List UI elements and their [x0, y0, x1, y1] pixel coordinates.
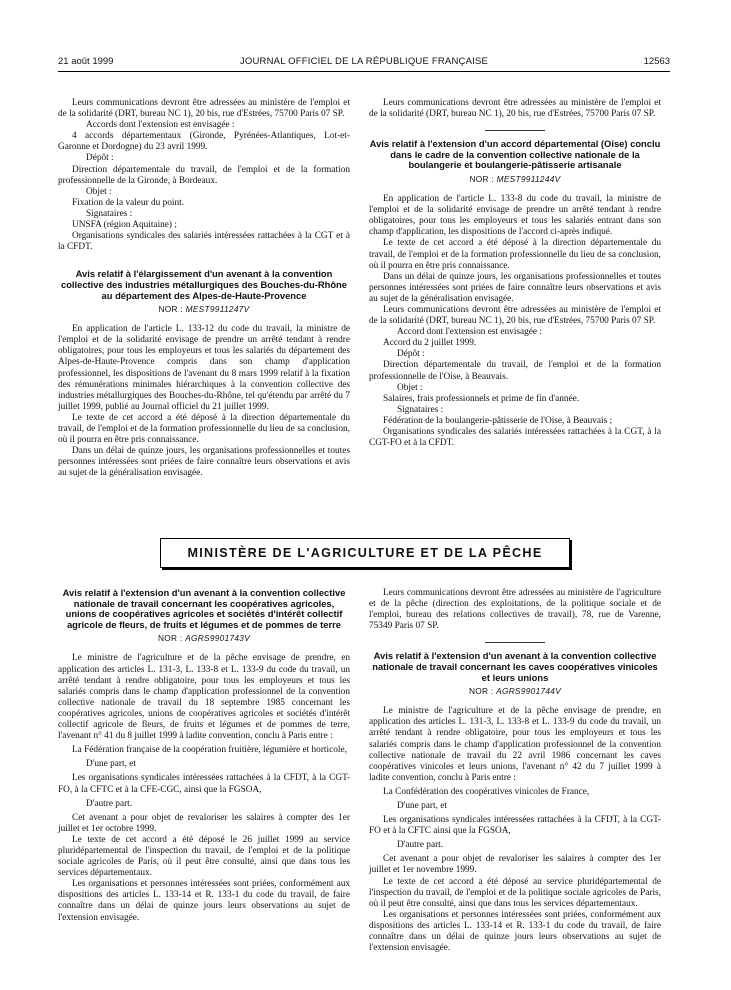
paragraph: En application de l'article L. 133-12 du code du travail, la ministre de l'emploi et de la solidarité envisage de prendre un arrêté tendant à rendre obligatoires, pour tous les employeurs et tous les salariés du département des Alpes-de-Haute-Provence compris dans son champ d'application professionnel, les dispositions de l'avenant du 8 mars 1999 relatif à la fixation des rémunérations minimales hiérarchiques à la convention collective des industries métallurgiques des Bouches-du-Rhône, tel qu'étendu par arrêté du 7 juillet 1999, publié au Journal officiel du 21 juillet 1999.: [58, 324, 350, 412]
column-bottom-right: [369, 588, 661, 954]
paragraph: Salaires, frais professionnels et prime de fin d'année.: [383, 393, 580, 404]
paragraph: Leurs communications devront être adressées au ministère de l'emploi et de la solidarité (DRT, bureau NC 1), 20 bis, rue d'Estrées, 75700 Paris 07 SP.: [369, 305, 661, 327]
label: Objet :: [86, 186, 112, 197]
nor-reference: [58, 304, 350, 315]
paragraph: Le ministre de l'agriculture et de la pêche envisage de prendre, en application des articles L. 131-3, L. 133-8 et L. 133-9 du code du travail, un arrêté tendant à rendre obligatoire, pour tous les employeurs et tous les salariés compris dans le champ d'application professionnel de la convention collective nationale de travail du 22 avril 1986 concernant les caves coopératives vinicoles et leurs unions, l'avenant n° 42 du 7 juillet 1999 à ladite convention, conclu à Paris entre :: [369, 706, 661, 783]
column-top-right: [369, 98, 661, 449]
label: Objet :: [397, 382, 423, 393]
nor-code: MEST9911247V: [185, 304, 250, 315]
nor-reference: [58, 633, 350, 644]
nor-label: NOR :: [157, 633, 183, 644]
paragraph: Cet avenant a pour objet de revaloriser les salaires à compter des 1er juillet et 1er octobre 1999.: [58, 812, 350, 834]
page-header: [58, 50, 670, 66]
paragraph: La Fédération française de la coopération fruitière, légumière et horticole,: [72, 745, 347, 756]
label: Signataires :: [397, 404, 444, 415]
paragraph: Fédération de la boulangerie-pâtisserie de l'Oise, à Beauvais ;: [383, 415, 613, 426]
issue-date: 21 août 1999: [58, 56, 114, 67]
nor-reference: [369, 174, 661, 185]
paragraph: Le texte de cet accord a été déposé au service pluridépartemental de l'inspection du travail, de l'emploi et de la politique sociale agricoles de Paris, où il peut être consulté, ainsi que dans tous les services départementaux.: [369, 876, 661, 909]
paragraph: Direction départementale du travail, de l'emploi et de la formation professionnelle de l'Oise, à Beauvais.: [369, 360, 661, 382]
paragraph: D'une part, et: [397, 801, 447, 811]
section-divider: [485, 642, 545, 643]
paragraph: Le texte de cet accord a été déposé le 26 juillet 1999 au service pluridépartemental de l'inspection du travail, de l'emploi et de la politique sociale agricoles de Paris, où il peut être consulté, ainsi que dans tous les services départementaux.: [58, 834, 350, 879]
paragraph: Le ministre de l'agriculture et de la pêche envisage de prendre, en application des articles L. 131-3, L. 133-8 et L. 133-9 du code du travail, un arrêté tendant à rendre obligatoire, pour tous les employeurs et tous les salariés compris dans le champ d'application professionnel de la convention collective nationale de travail du 18 septembre 1985 concernant les coopératives agricoles, unions de coopératives agricoles et sociétés d'intérêt collectif agricole de fleurs, de fruits et légumes et de pommes de terre, l'avenant n° 41 du 8 juillet 1999 à ladite convention, conclu à Paris entre :: [58, 653, 350, 742]
nor-code: AGRS9901743V: [185, 633, 251, 644]
nor-reference: [369, 686, 661, 697]
paragraph: La Confédération des coopératives vinicoles de France,: [383, 786, 590, 797]
paragraph: Le texte de cet accord a été déposé à la direction départementale du travail, de l'emploi et de la formation professionnelle du lieu de sa conclusion, où il pourra en être pris connaissance.: [369, 238, 661, 271]
paragraph: Dans un délai de quinze jours, les organisations professionnelles et toutes personnes intéressées sont priées de faire connaître leurs observations et avis au sujet de la généralisation envisagée.: [369, 271, 661, 304]
column-top-left: [58, 98, 350, 480]
column-bottom-left: [58, 588, 350, 924]
paragraph: Organisations syndicales des salariés intéressées rattachées à la CGT et à la CFDT.: [58, 231, 350, 253]
paragraph: Direction départementale du travail, de l'emploi et de la formation professionnelle de la Gironde, à Bordeaux.: [58, 164, 350, 186]
nor-label: NOR :: [158, 304, 184, 315]
paragraph: Organisations syndicales des salariés intéressées rattachées à la CGT, à la CGT-FO et à la CFDT.: [369, 427, 661, 449]
nor-label: NOR :: [469, 173, 495, 184]
paragraph: D'une part, et: [86, 759, 136, 770]
paragraph: Leurs communications devront être adressées au ministère de l'emploi et de la solidarité (DRT, bureau NC 1), 20 bis, rue d'Estrées, 75700 Paris 07 SP.: [58, 98, 350, 120]
ministry-banner: MINISTÈRE DE L'AGRICULTURE ET DE LA PÊCHE: [160, 538, 570, 568]
label: Accord dont l'extension est envisagée :: [397, 327, 542, 338]
paragraph: Accord du 2 juillet 1999.: [383, 338, 477, 349]
notice-title: Avis relatif à l'élargissement d'un avenant à la convention collective des industries métallurgiques des Bouches-du-Rhône au département des Alpes-de-Haute-Provence: [60, 268, 347, 301]
notice-title: Avis relatif à l'extension d'un avenant à la convention collective nationale de travail concernant les coopératives agricoles, unions de coopératives agricoles et sociétés d'intérêt collectif agricole de fleurs, de fruits et légumes et de pommes de terre: [62, 587, 346, 630]
paragraph: D'autre part.: [397, 840, 444, 851]
nor-code: MEST9911244V: [496, 173, 561, 184]
paragraph: En application de l'article L. 133-8 du code du travail, la ministre de l'emploi et de la solidarité envisage de prendre un arrêté tendant à rendre obligatoires, pour tous les employeurs et tous les salariés entrant dans son champ d'application, les dispositions de l'accord ci-après indiqué.: [369, 194, 661, 238]
paragraph: Les organisations syndicales intéressées rattachées à la CFDT, à la CGT-FO, à la CFTC et à la CFE-CGC, ainsi que la FGSOA,: [58, 773, 350, 795]
notice-title: Avis relatif à l'extension d'un accord départemental (Oise) conclu dans le cadre de la convention collective nationale de la boulangerie et boulangerie-pâtisserie artisanale: [369, 138, 661, 171]
paragraph: D'autre part.: [86, 798, 133, 809]
paragraph: Les organisations syndicales intéressées rattachées à la CFDT, à la CGT-FO et à la CFTC ainsi que la FGSOA,: [369, 815, 661, 837]
paragraph: 4 accords départementaux (Gironde, Pyrénées-Atlantiques, Lot-et-Garonne et Dordogne) du 23 avril 1999.: [58, 131, 350, 153]
label: Dépôt :: [86, 153, 114, 164]
label: Signataires :: [86, 208, 133, 219]
paragraph: Cet avenant a pour objet de revaloriser les salaires à compter des 1er juillet et 1er novembre 1999.: [369, 854, 661, 876]
paragraph: Les organisations et personnes intéressées sont priées, conformément aux dispositions des articles L. 133-14 et R. 133-1 du code du travail, de faire connaître dans un délai de quinze jours leurs observations au sujet de l'extension envisagée.: [58, 879, 350, 923]
section-divider: [485, 130, 545, 131]
nor-code: AGRS9901744V: [496, 686, 562, 697]
nor-label: NOR :: [468, 686, 494, 697]
paragraph: Leurs communications devront être adressées au ministère de l'emploi et de la solidarité (DRT, bureau NC 1), 20 bis, rue d'Estrées, 75700 Paris 07 SP.: [369, 98, 661, 120]
paragraph: Les organisations et personnes intéressées sont priées, conformément aux dispositions des articles L. 133-14 et R. 133-1 du code du travail, de faire connaître dans un délai de quinze jours leurs observations au sujet de l'extension envisagée.: [369, 909, 661, 954]
notice-title: Avis relatif à l'extension d'un avenant à la convention collective nationale de travail concernant les caves coopératives vinicoles et leurs unions: [372, 650, 658, 683]
label: Accords dont l'extension est envisagée :: [86, 120, 235, 131]
paragraph: Leurs communications devront être adressées au ministère de l'agriculture et de la pêche (direction des exploitations, de la politique sociale et de l'emploi, bureau des relations collectives de travail), 78, rue de Varenne, 75349 Paris 07 SP.: [369, 588, 661, 632]
paragraph: UNSFA (région Aquitaine) ;: [72, 220, 177, 231]
header-rule: [58, 71, 670, 72]
paragraph: Fixation de la valeur du point.: [72, 197, 185, 208]
page-number: 12563: [643, 56, 670, 67]
paragraph: Dans un délai de quinze jours, les organisations professionnelles et toutes personnes intéressées sont priées de faire connaître leurs observations et avis au sujet de la généralisation envisagée.: [58, 446, 350, 479]
paragraph: Le texte de cet accord a été déposé à la direction départementale du travail, de l'emploi et de la formation professionnelle du lieu de sa conclusion, où il pourra en être pris connaissance.: [58, 412, 350, 446]
label: Dépôt :: [397, 349, 425, 360]
journal-title: JOURNAL OFFICIEL DE LA RÉPUBLIQUE FRANÇAISE: [239, 56, 489, 67]
